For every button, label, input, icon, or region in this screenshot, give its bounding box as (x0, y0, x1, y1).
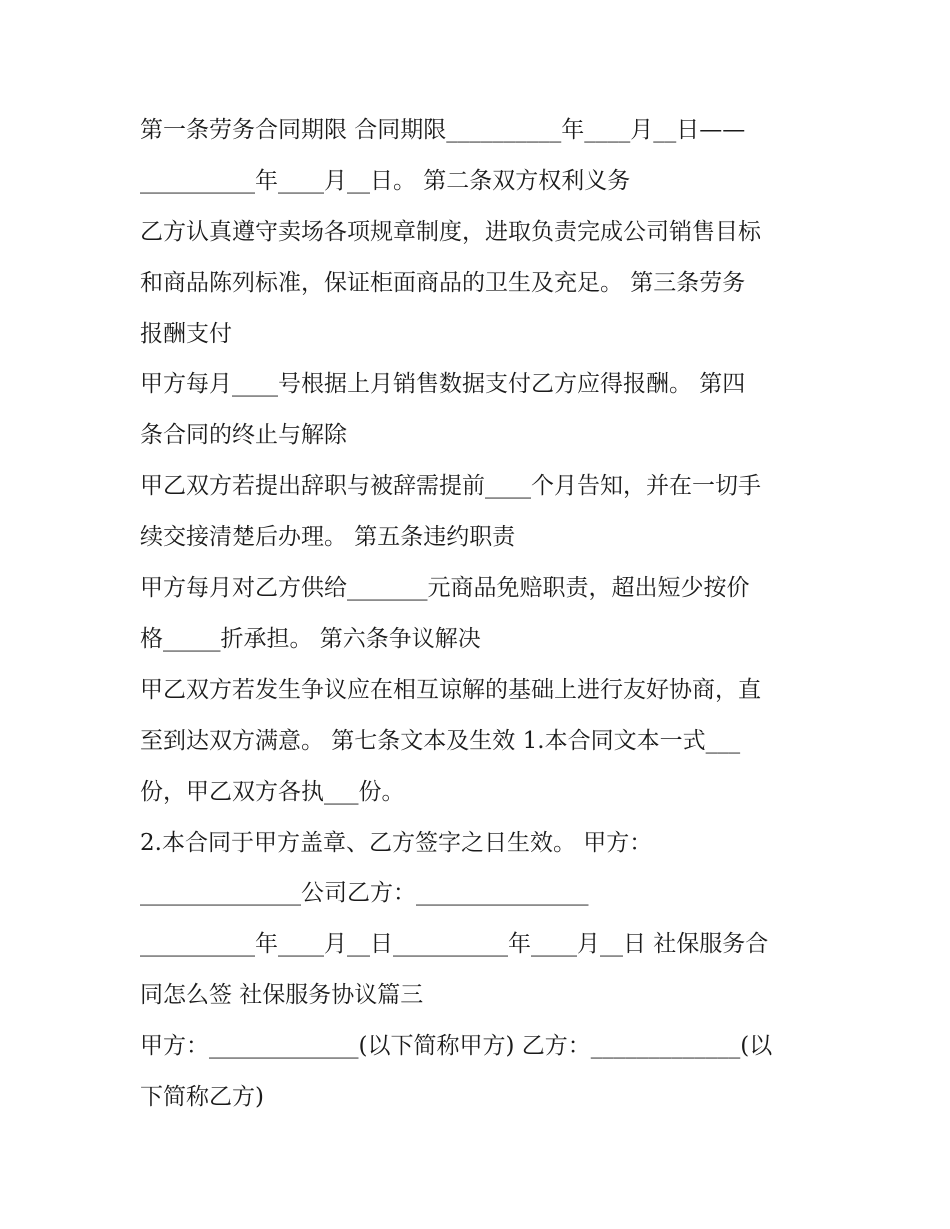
text-line: __________年____月__日。 第二条双方权利义务 (140, 168, 631, 194)
text-line: 份，甲乙双方各执___份。 (140, 779, 405, 805)
text-line: __________年____月__日__________年____月__日 社保服务合 (140, 931, 769, 957)
text-line: 条合同的终止与解除 (140, 422, 347, 448)
text-line: 甲方：_____________(以下简称甲方) 乙方：_____________(以 (140, 1033, 773, 1059)
text-line: 续交接清楚后办理。 第五条违约职责 (140, 524, 516, 550)
text-line: ______________公司乙方：_______________ (140, 880, 589, 906)
text-line: 同怎么签 社保服务协议篇三 (140, 982, 424, 1008)
text-line: 和商品陈列标准，保证柜面商品的卫生及充足。 第三条劳务 (140, 270, 746, 296)
text-line: 甲方每月对乙方供给_______元商品免赔职责，超出短少按价 (140, 575, 750, 601)
text-line: 乙方认真遵守卖场各项规章制度，进取负责完成公司销售目标 (140, 219, 761, 245)
text-line: 第一条劳务合同期限 合同期限__________年____月__日—— (140, 117, 746, 143)
text-line: 甲乙双方若发生争议应在相互谅解的基础上进行友好协商，直 (140, 677, 761, 703)
text-line: 甲乙双方若提出辞职与被辞需提前____个月告知，并在一切手 (140, 473, 761, 499)
text-line: 报酬支付 (140, 321, 232, 347)
text-line: 格_____折承担。 第六条争议解决 (140, 626, 481, 652)
text-line: 下简称乙方) (140, 1084, 264, 1110)
text-line: 甲方每月____号根据上月销售数据支付乙方应得报酬。 第四 (140, 371, 746, 397)
text-line: 至到达双方满意。 第七条文本及生效 1.本合同文本一式___ (140, 728, 741, 754)
text-line: 2.本合同于甲方盖章、乙方签字之日生效。 甲方： (140, 830, 653, 856)
